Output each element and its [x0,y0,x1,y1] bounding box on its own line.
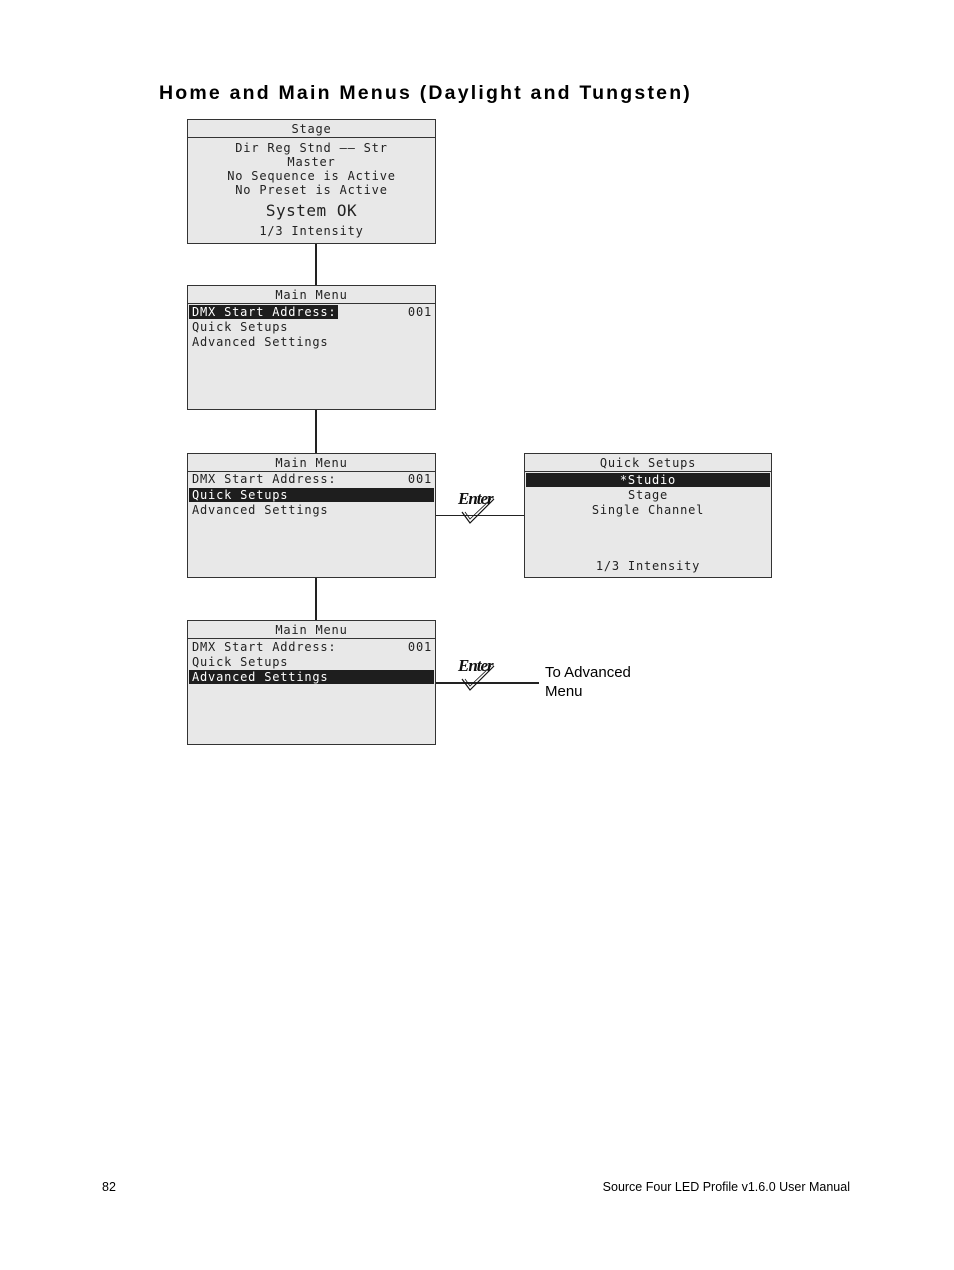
home-intensity: 1/3 Intensity [259,224,364,238]
manual-title: Source Four LED Profile v1.6.0 User Manual [602,1180,850,1194]
menu-item-dmx-start-address[interactable]: DMX Start Address: [192,472,337,486]
note-line-1: To Advanced [545,664,631,681]
home-screen-header: Stage [188,120,435,138]
home-line-preset: No Preset is Active [235,183,388,197]
menu-item-advanced-settings[interactable]: Advanced Settings [192,503,329,517]
system-status: System OK [265,201,358,220]
menu-item-dmx-start-address[interactable]: DMX Start Address: [189,305,338,319]
page-number: 82 [102,1180,116,1194]
quick-setups-header: Quick Setups [525,454,771,472]
quick-setups-intensity: 1/3 Intensity [595,559,701,573]
quick-setup-item-stage[interactable]: Stage [627,488,669,502]
checkmark-icon [460,498,496,526]
enter-key-icon [458,656,493,676]
checkmark-icon [460,665,496,693]
enter-key-label: Enter [458,489,493,508]
dmx-address-value: 001 [407,305,432,319]
main-menu-screen-advanced [187,620,436,745]
main-menu-screen-quick-setups [187,453,436,578]
main-menu-header: Main Menu [188,454,435,472]
home-screen [187,119,436,244]
main-menu-screen-dmx [187,285,436,410]
dmx-address-value: 001 [407,640,432,654]
menu-item-quick-setups[interactable]: Quick Setups [192,320,289,334]
quick-setup-item-studio[interactable]: *Studio [619,473,677,487]
quick-setup-item-single-channel[interactable]: Single Channel [591,503,705,517]
to-advanced-menu-note [545,663,631,701]
menu-item-quick-setups[interactable]: Quick Setups [192,488,289,502]
quick-setups-screen [524,453,772,578]
main-menu-header: Main Menu [188,286,435,304]
home-line-master: Master [287,155,336,169]
connector-line [315,244,317,285]
connector-line [315,578,317,620]
menu-item-dmx-start-address[interactable]: DMX Start Address: [192,640,337,654]
note-line-2: Menu [545,683,583,700]
enter-key-icon [458,489,493,509]
menu-item-advanced-settings[interactable]: Advanced Settings [192,670,329,684]
home-line-sequence: No Sequence is Active [227,169,396,183]
menu-item-advanced-settings[interactable]: Advanced Settings [192,335,329,349]
home-line-dir-reg: Dir Reg Stnd —— Str [235,141,388,155]
main-menu-header: Main Menu [188,621,435,639]
enter-key-label: Enter [458,656,493,675]
page-title: Home and Main Menus (Daylight and Tungsten) [159,82,692,104]
dmx-address-value: 001 [407,472,432,486]
connector-line [315,410,317,453]
menu-item-quick-setups[interactable]: Quick Setups [192,655,289,669]
